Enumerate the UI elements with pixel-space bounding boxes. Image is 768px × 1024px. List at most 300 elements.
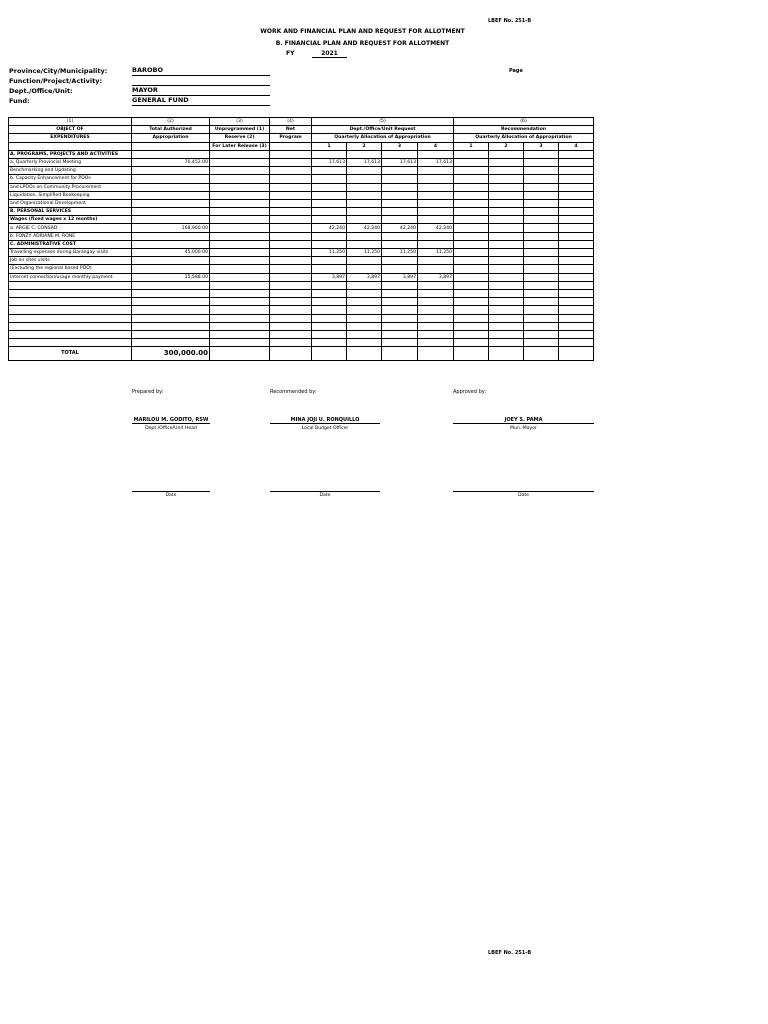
request-quarter-cell — [418, 330, 454, 338]
net-program-cell — [270, 249, 312, 257]
request-quarter-cell: 42,240 — [347, 224, 382, 232]
recommendation-quarter-cell — [559, 240, 594, 248]
expenditure-label: a. Quarterly Provincial Meeting — [9, 158, 132, 166]
net-program-cell — [270, 232, 312, 240]
request-quarter-cell — [312, 167, 347, 175]
request-quarter-cell: 17,613 — [382, 158, 418, 166]
request-quarter-cell: 42,240 — [418, 224, 454, 232]
recommendation-quarter-cell — [489, 158, 524, 166]
table-row — [9, 273, 594, 281]
net-program-cell — [270, 257, 312, 265]
request-quarter-cell — [382, 216, 418, 224]
recommendation-quarter-cell — [489, 339, 524, 347]
request-quarter-cell: 11,250 — [382, 249, 418, 257]
recommendation-quarter-cell — [559, 265, 594, 273]
request-quarter-cell — [347, 240, 382, 248]
net-program-cell — [270, 191, 312, 199]
recommendation-quarter-cell — [489, 265, 524, 273]
appropriation-cell — [132, 208, 210, 216]
recommendation-quarter-cell — [489, 183, 524, 191]
request-quarter-cell — [347, 191, 382, 199]
recommendation-quarter-cell — [559, 232, 594, 240]
appropriation-cell — [132, 216, 210, 224]
reserve-cell — [210, 208, 270, 216]
prepared-label: Prepared by: — [132, 389, 164, 395]
recommendation-quarter-cell — [489, 330, 524, 338]
request-quarter-cell: 42,240 — [382, 224, 418, 232]
appropriation-cell — [132, 199, 210, 207]
reserve-cell — [210, 249, 270, 257]
request-quarter-cell — [418, 208, 454, 216]
col6-num: (6) — [454, 118, 594, 126]
reserve-cell — [210, 216, 270, 224]
reserve-cell — [210, 158, 270, 166]
appropriation-table — [8, 117, 594, 361]
expenditure-label: a. ARGIE C. CONSAD — [9, 224, 132, 232]
net-program-cell — [270, 330, 312, 338]
appropriation-cell — [132, 240, 210, 248]
table-row — [9, 330, 594, 338]
request-quarter-cell — [418, 199, 454, 207]
appropriation-cell — [132, 339, 210, 347]
recommendation-quarter-cell — [524, 265, 559, 273]
net-program-cell — [270, 322, 312, 330]
col1-h2: EXPENDITURES — [9, 134, 132, 142]
col2-h2: Appropriation — [132, 134, 210, 142]
request-quarter-cell: 42,240 — [312, 224, 347, 232]
recommendation-quarter-cell — [454, 281, 489, 289]
reserve-cell — [210, 191, 270, 199]
expenditure-label: A. PROGRAMS, PROJECTS AND ACTIVITIES — [9, 150, 132, 158]
table-row — [9, 150, 594, 158]
expenditure-label — [9, 322, 132, 330]
request-quarter-cell — [312, 330, 347, 338]
request-quarter-cell — [382, 339, 418, 347]
request-quarter-cell — [418, 339, 454, 347]
request-quarter-cell — [347, 330, 382, 338]
request-quarter-cell — [382, 298, 418, 306]
appropriation-cell — [132, 257, 210, 265]
reserve-cell — [210, 224, 270, 232]
recommendation-quarter-cell — [524, 167, 559, 175]
request-quarter-cell — [382, 314, 418, 322]
function-value — [132, 76, 270, 86]
net-program-cell — [270, 240, 312, 248]
recommendation-quarter-cell — [559, 158, 594, 166]
request-quarter-cell — [312, 232, 347, 240]
recommendation-quarter-cell — [454, 150, 489, 158]
table-row — [9, 249, 594, 257]
reserve-cell — [210, 273, 270, 281]
expenditure-label: b. FONZY ADRIANE M. RONE — [9, 232, 132, 240]
recommendation-quarter-cell — [489, 175, 524, 183]
recommendation-quarter-cell — [454, 273, 489, 281]
request-quarter-cell — [418, 298, 454, 306]
recommendation-quarter-cell — [559, 183, 594, 191]
recommendation-quarter-cell — [559, 322, 594, 330]
function-label: Function/Project/Activity: — [9, 77, 103, 85]
table-row — [9, 191, 594, 199]
recommendation-quarter-cell — [454, 339, 489, 347]
table-row — [9, 208, 594, 216]
recommendation-quarter-cell — [524, 208, 559, 216]
reserve-cell — [210, 175, 270, 183]
appropriation-cell — [132, 306, 210, 314]
request-quarter-cell — [347, 183, 382, 191]
prepared-name: MARILOU M. GODITO, RSW — [133, 417, 209, 423]
recommendation-quarter-cell — [559, 175, 594, 183]
request-quarter-cell — [418, 265, 454, 273]
fund-label: Fund: — [9, 97, 30, 105]
appropriation-cell — [132, 298, 210, 306]
request-quarter-cell — [382, 322, 418, 330]
expenditure-label — [9, 289, 132, 297]
recommendation-quarter-cell — [524, 330, 559, 338]
recommendation-quarter-cell — [489, 232, 524, 240]
expenditure-label: Travelling expenses during Barangay visits — [9, 249, 132, 257]
recommendation-quarter-cell — [454, 298, 489, 306]
net-program-cell — [270, 158, 312, 166]
dept-label: Dept./Office/Unit: — [9, 87, 73, 95]
request-quarter-cell — [347, 339, 382, 347]
request-quarter-cell — [312, 199, 347, 207]
request-quarter-cell — [312, 314, 347, 322]
reserve-cell — [210, 167, 270, 175]
table-row — [9, 257, 594, 265]
col4-num: (4) — [270, 118, 312, 126]
col5-num: (5) — [312, 118, 454, 126]
request-quarter-cell — [418, 150, 454, 158]
reserve-cell — [210, 265, 270, 273]
recommendation-quarter-cell — [454, 175, 489, 183]
form-number-top: LBEF No. 251-B — [488, 18, 532, 24]
quarter-label: 2 — [489, 142, 524, 150]
expenditure-label: and LPDOs on Community Procurement — [9, 183, 132, 191]
col6-h1: Recommendation — [454, 126, 594, 134]
expenditure-label — [9, 298, 132, 306]
expenditure-label: and Organizational Development — [9, 199, 132, 207]
reserve-cell — [210, 339, 270, 347]
table-row — [9, 339, 594, 347]
recommendation-quarter-cell — [524, 191, 559, 199]
request-quarter-cell — [382, 265, 418, 273]
col5-h2: Quarterly Allocation of Appropriation — [312, 134, 454, 142]
dept-value: MAYOR — [132, 86, 270, 96]
expenditure-label: Internet connection/usage monthly payment — [9, 273, 132, 281]
expenditure-label — [9, 339, 132, 347]
request-quarter-cell — [418, 289, 454, 297]
recommendation-quarter-cell — [489, 322, 524, 330]
appropriation-cell — [132, 232, 210, 240]
recommendation-quarter-cell — [559, 306, 594, 314]
reserve-cell — [210, 257, 270, 265]
recommendation-quarter-cell — [489, 167, 524, 175]
appropriation-cell — [132, 314, 210, 322]
table-row — [9, 167, 594, 175]
net-program-cell — [270, 339, 312, 347]
recommendation-quarter-cell — [454, 191, 489, 199]
expenditure-label — [9, 314, 132, 322]
recommendation-quarter-cell — [454, 199, 489, 207]
reserve-cell — [210, 306, 270, 314]
total-label: TOTAL — [9, 347, 132, 361]
net-program-cell — [270, 314, 312, 322]
reserve-cell — [210, 289, 270, 297]
quarter-label: 1 — [312, 142, 347, 150]
net-program-cell — [270, 298, 312, 306]
request-quarter-cell — [382, 150, 418, 158]
recommendation-quarter-cell — [454, 257, 489, 265]
title-main: WORK AND FINANCIAL PLAN AND REQUEST FOR ALLOTMENT — [260, 28, 465, 35]
recommendation-quarter-cell — [489, 314, 524, 322]
appropriation-cell — [132, 281, 210, 289]
request-quarter-cell — [418, 240, 454, 248]
request-quarter-cell: 17,613 — [418, 158, 454, 166]
reserve-cell — [210, 183, 270, 191]
col6-h2: Quarterly Allocation of Appropriation — [454, 134, 594, 142]
prepared-title: Dept./Office/Unit Head — [145, 426, 197, 431]
request-quarter-cell — [382, 289, 418, 297]
recommendation-quarter-cell — [524, 224, 559, 232]
recommendation-quarter-cell — [559, 330, 594, 338]
recommendation-quarter-cell — [524, 289, 559, 297]
recommendation-quarter-cell — [454, 265, 489, 273]
recommendation-quarter-cell — [489, 289, 524, 297]
expenditure-label: Job on sites visits — [9, 257, 132, 265]
request-quarter-cell: 11,250 — [418, 249, 454, 257]
expenditure-label: C. ADMINISTRATIVE COST — [9, 240, 132, 248]
request-quarter-cell: 3,897 — [347, 273, 382, 281]
expenditure-label — [9, 306, 132, 314]
recommendation-quarter-cell — [454, 289, 489, 297]
table-row — [9, 306, 594, 314]
form-number-bottom: LBEF No. 251-B — [488, 950, 532, 956]
request-quarter-cell — [382, 175, 418, 183]
col5-h1: Dept./Office/Unit Request — [312, 126, 454, 134]
net-program-cell — [270, 183, 312, 191]
request-quarter-cell — [382, 257, 418, 265]
table-row — [9, 183, 594, 191]
expenditure-label: (Excluding the regional based PDO) — [9, 265, 132, 273]
page-label: Page — [509, 68, 523, 74]
fy-label: FY — [286, 50, 295, 57]
appropriation-cell: 168,960.00 — [132, 224, 210, 232]
reserve-cell — [210, 314, 270, 322]
net-program-cell — [270, 150, 312, 158]
total-value: 300,000.00 — [132, 347, 210, 361]
recommendation-quarter-cell — [454, 216, 489, 224]
request-quarter-cell — [347, 281, 382, 289]
recommendation-quarter-cell — [524, 158, 559, 166]
table-row — [9, 232, 594, 240]
reserve-cell — [210, 240, 270, 248]
col4-h1: Net — [270, 126, 312, 134]
net-program-cell — [270, 175, 312, 183]
request-quarter-cell: 17,613 — [312, 158, 347, 166]
request-quarter-cell — [382, 330, 418, 338]
request-quarter-cell: 11,250 — [347, 249, 382, 257]
request-quarter-cell — [347, 175, 382, 183]
request-quarter-cell: 3,897 — [312, 273, 347, 281]
col3-h2: Reserve (2) — [210, 134, 270, 142]
request-quarter-cell — [312, 150, 347, 158]
request-quarter-cell — [418, 314, 454, 322]
request-quarter-cell — [347, 167, 382, 175]
reserve-cell — [210, 330, 270, 338]
quarter-label: 3 — [524, 142, 559, 150]
recommendation-quarter-cell — [489, 298, 524, 306]
recommended-label: Recommended by: — [270, 389, 317, 395]
table-row — [9, 199, 594, 207]
recommendation-quarter-cell — [454, 240, 489, 248]
request-quarter-cell — [347, 150, 382, 158]
appropriation-cell: 15,588.00 — [132, 273, 210, 281]
request-quarter-cell — [418, 306, 454, 314]
reserve-cell — [210, 199, 270, 207]
request-quarter-cell — [312, 339, 347, 347]
table-row — [9, 289, 594, 297]
fy-value: 2021 — [312, 50, 347, 58]
net-program-cell — [270, 216, 312, 224]
table-row — [9, 240, 594, 248]
request-quarter-cell — [312, 281, 347, 289]
col3-h1: Unprogrammed (1) — [210, 126, 270, 134]
request-quarter-cell — [347, 208, 382, 216]
quarter-label: 3 — [382, 142, 418, 150]
recommendation-quarter-cell — [559, 191, 594, 199]
request-quarter-cell — [312, 322, 347, 330]
col1-num: (1) — [9, 118, 132, 126]
expenditure-label: Wages (fixed wages x 12 months) — [9, 216, 132, 224]
expenditure-label: Benchmarking and Updating — [9, 167, 132, 175]
province-label: Province/City/Municipality: — [9, 67, 108, 75]
recommendation-quarter-cell — [524, 257, 559, 265]
recommendation-quarter-cell — [524, 322, 559, 330]
table-row — [9, 265, 594, 273]
recommendation-quarter-cell — [524, 150, 559, 158]
request-quarter-cell — [418, 322, 454, 330]
request-quarter-cell — [312, 298, 347, 306]
appropriation-cell — [132, 191, 210, 199]
expenditure-label — [9, 281, 132, 289]
recommendation-quarter-cell — [559, 199, 594, 207]
quarter-label: 4 — [418, 142, 454, 150]
recommendation-quarter-cell — [454, 232, 489, 240]
quarter-label: 2 — [347, 142, 382, 150]
request-quarter-cell — [312, 175, 347, 183]
recommended-date: Date — [270, 491, 380, 498]
request-quarter-cell — [382, 240, 418, 248]
recommendation-quarter-cell — [559, 208, 594, 216]
recommendation-quarter-cell — [559, 167, 594, 175]
request-quarter-cell — [418, 281, 454, 289]
appropriation-cell — [132, 289, 210, 297]
recommendation-quarter-cell — [454, 322, 489, 330]
title-sub: B. FINANCIAL PLAN AND REQUEST FOR ALLOTMENT — [275, 40, 450, 47]
request-quarter-cell: 17,613 — [347, 158, 382, 166]
expenditure-label: b. Capacity Enhancement for PDOs — [9, 175, 132, 183]
table-row — [9, 224, 594, 232]
request-quarter-cell — [382, 191, 418, 199]
request-quarter-cell: 3,897 — [382, 273, 418, 281]
recommendation-quarter-cell — [489, 224, 524, 232]
request-quarter-cell — [347, 322, 382, 330]
expenditure-label: B. PERSONAL SERVICES — [9, 208, 132, 216]
request-quarter-cell — [312, 240, 347, 248]
recommendation-quarter-cell — [524, 232, 559, 240]
recommendation-quarter-cell — [489, 199, 524, 207]
request-quarter-cell — [382, 208, 418, 216]
net-program-cell — [270, 265, 312, 273]
recommendation-quarter-cell — [524, 339, 559, 347]
reserve-cell — [210, 298, 270, 306]
recommendation-quarter-cell — [489, 249, 524, 257]
request-quarter-cell — [312, 216, 347, 224]
recommendation-quarter-cell — [559, 298, 594, 306]
request-quarter-cell — [418, 232, 454, 240]
approved-date: Date — [453, 491, 594, 498]
table-row — [9, 175, 594, 183]
table-row — [9, 216, 594, 224]
reserve-cell — [210, 322, 270, 330]
appropriation-cell — [132, 322, 210, 330]
appropriation-cell: 45,000.00 — [132, 249, 210, 257]
recommendation-quarter-cell — [489, 273, 524, 281]
recommendation-quarter-cell — [489, 216, 524, 224]
col4-h2: Program — [270, 134, 312, 142]
request-quarter-cell — [347, 289, 382, 297]
table-row — [9, 298, 594, 306]
recommended-name: MINA JOJI U. RONQUILLO — [270, 417, 380, 424]
approved-name: JOEY S. PAMA — [453, 417, 594, 424]
recommendation-quarter-cell — [524, 306, 559, 314]
table-row — [9, 281, 594, 289]
request-quarter-cell — [418, 216, 454, 224]
request-quarter-cell — [418, 257, 454, 265]
recommendation-quarter-cell — [489, 281, 524, 289]
appropriation-cell: 70,452.00 — [132, 158, 210, 166]
table-row — [9, 158, 594, 166]
recommendation-quarter-cell — [489, 257, 524, 265]
recommended-title: Local Budget Officer — [301, 426, 349, 431]
expenditure-label: Liquidation, Simplified Bookeeping — [9, 191, 132, 199]
reserve-cell — [210, 281, 270, 289]
recommendation-quarter-cell — [559, 289, 594, 297]
request-quarter-cell — [382, 281, 418, 289]
request-quarter-cell: 3,897 — [418, 273, 454, 281]
recommendation-quarter-cell — [559, 224, 594, 232]
recommendation-quarter-cell — [524, 249, 559, 257]
recommendation-quarter-cell — [489, 240, 524, 248]
appropriation-cell — [132, 175, 210, 183]
table-row — [9, 322, 594, 330]
recommendation-quarter-cell — [559, 150, 594, 158]
province-value: BAROBO — [132, 66, 270, 76]
recommendation-quarter-cell — [524, 281, 559, 289]
recommendation-quarter-cell — [524, 240, 559, 248]
recommendation-quarter-cell — [559, 257, 594, 265]
request-quarter-cell — [382, 183, 418, 191]
col2-num: (2) — [132, 118, 210, 126]
recommendation-quarter-cell — [559, 314, 594, 322]
appropriation-cell — [132, 167, 210, 175]
request-quarter-cell — [312, 257, 347, 265]
recommendation-quarter-cell — [524, 183, 559, 191]
appropriation-cell — [132, 150, 210, 158]
net-program-cell — [270, 289, 312, 297]
recommendation-quarter-cell — [524, 298, 559, 306]
request-quarter-cell: 11,250 — [312, 249, 347, 257]
